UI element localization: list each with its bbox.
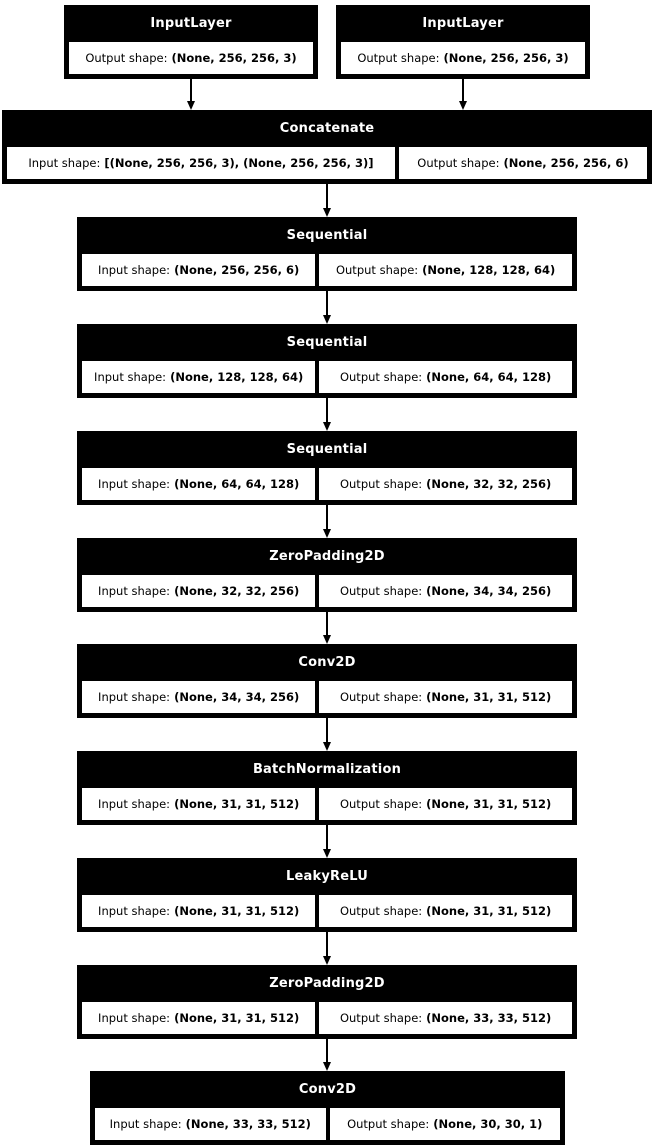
output-shape-cell — [319, 575, 572, 607]
input-shape-value: (None, 128, 128, 64) — [170, 370, 304, 384]
output-shape-value: (None, 31, 31, 512) — [426, 904, 552, 918]
output-shape-value: (None, 32, 32, 256) — [426, 477, 552, 491]
output-shape-label: Output shape: — [339, 797, 423, 811]
input-shape-cell — [82, 254, 315, 286]
layer-node-sequential-2 — [77, 324, 577, 398]
input-shape-value: [(None, 256, 256, 3), (None, 256, 256, 3)] — [104, 156, 374, 170]
output-shape-cell — [319, 1002, 572, 1034]
input-shape-value: (None, 256, 256, 6) — [174, 263, 300, 277]
layer-node-sequential-1 — [77, 217, 577, 291]
output-shape-label: Output shape: — [339, 370, 423, 384]
arrowhead-icon — [323, 529, 331, 538]
layer-node-conv2d-2 — [90, 1071, 565, 1145]
input-shape-label: Input shape: — [98, 477, 171, 491]
input-shape-label: Input shape: — [94, 370, 167, 384]
layer-node-concatenate — [2, 110, 652, 184]
input-shape-cell — [82, 895, 315, 927]
input-shape-cell — [82, 1002, 315, 1034]
input-shape-label: Input shape: — [98, 584, 171, 598]
input-shape-cell — [82, 788, 315, 820]
output-shape-value: (None, 34, 34, 256) — [426, 584, 552, 598]
input-shape-cell — [82, 575, 315, 607]
output-shape-cell — [319, 788, 572, 820]
output-shape-cell — [341, 42, 585, 74]
input-shape-label: Input shape: — [28, 156, 101, 170]
input-shape-cell — [82, 361, 315, 393]
arrowhead-icon — [323, 849, 331, 858]
input-shape-value: (None, 31, 31, 512) — [174, 797, 300, 811]
arrowhead-icon — [323, 422, 331, 431]
input-shape-value: (None, 32, 32, 256) — [174, 584, 300, 598]
arrowhead-icon — [323, 956, 331, 965]
output-shape-label: Output shape: — [339, 1011, 423, 1025]
output-shape-label: Output shape: — [347, 1117, 430, 1131]
input-shape-label: Input shape: — [98, 1011, 171, 1025]
output-shape-cell — [319, 681, 572, 713]
output-shape-cell — [319, 895, 572, 927]
output-shape-cell — [399, 147, 647, 179]
output-shape-cell — [319, 361, 572, 393]
layer-title: Sequential — [286, 335, 368, 350]
output-shape-cell — [69, 42, 313, 74]
layer-node-leakyrelu — [77, 858, 577, 932]
input-shape-cell — [95, 1108, 326, 1140]
output-shape-value: (None, 256, 256, 3) — [171, 51, 297, 65]
input-shape-value: (None, 64, 64, 128) — [174, 477, 300, 491]
input-shape-label: Input shape: — [98, 797, 171, 811]
layer-title: Concatenate — [279, 121, 375, 136]
layer-title: BatchNormalization — [252, 762, 402, 777]
output-shape-label: Output shape: — [339, 477, 423, 491]
output-shape-label: Output shape: — [417, 156, 500, 170]
layer-node-sequential-3 — [77, 431, 577, 505]
layer-node-zeropadding2d-1 — [77, 538, 577, 612]
output-shape-label: Output shape: — [339, 690, 423, 704]
input-shape-value: (None, 31, 31, 512) — [174, 904, 300, 918]
input-shape-label: Input shape: — [109, 1117, 182, 1131]
input-shape-label: Input shape: — [98, 904, 171, 918]
arrowhead-icon — [323, 635, 331, 644]
layer-title: Sequential — [286, 228, 368, 243]
output-shape-cell — [319, 468, 572, 500]
input-shape-value: (None, 31, 31, 512) — [174, 1011, 300, 1025]
layer-title: Conv2D — [298, 1082, 357, 1097]
output-shape-value: (None, 33, 33, 512) — [426, 1011, 552, 1025]
arrowhead-icon — [323, 1062, 331, 1071]
output-shape-value: (None, 31, 31, 512) — [426, 797, 552, 811]
layer-title: Conv2D — [298, 655, 356, 670]
input-shape-label: Input shape: — [98, 263, 171, 277]
arrowhead-icon — [323, 208, 331, 217]
input-shape-value: (None, 33, 33, 512) — [185, 1117, 311, 1131]
layer-title: LeakyReLU — [286, 869, 368, 884]
input-shape-cell — [82, 468, 315, 500]
layer-title: ZeroPadding2D — [269, 976, 385, 991]
layer-node-batchnormalization — [77, 751, 577, 825]
layer-node-inputlayer-2 — [336, 5, 590, 79]
output-shape-cell — [319, 254, 572, 286]
output-shape-value: (None, 128, 128, 64) — [422, 263, 556, 277]
layer-node-conv2d-1 — [77, 644, 577, 718]
output-shape-label: Output shape: — [339, 584, 423, 598]
output-shape-label: Output shape: — [85, 51, 168, 65]
layer-title: InputLayer — [422, 16, 504, 31]
output-shape-label: Output shape: — [339, 904, 423, 918]
input-shape-cell — [82, 681, 315, 713]
input-shape-cell — [7, 147, 395, 179]
layer-title: ZeroPadding2D — [269, 549, 385, 564]
layer-node-zeropadding2d-2 — [77, 965, 577, 1039]
output-shape-value: (None, 64, 64, 128) — [426, 370, 552, 384]
arrowhead-icon — [323, 315, 331, 324]
arrowhead-icon — [187, 101, 195, 110]
output-shape-label: Output shape: — [357, 51, 440, 65]
arrowhead-icon — [323, 742, 331, 751]
output-shape-value: (None, 256, 256, 3) — [443, 51, 569, 65]
output-shape-value: (None, 256, 256, 6) — [503, 156, 629, 170]
input-shape-value: (None, 34, 34, 256) — [174, 690, 300, 704]
output-shape-label: Output shape: — [335, 263, 419, 277]
layer-node-inputlayer-1 — [64, 5, 318, 79]
layer-title: Sequential — [286, 442, 368, 457]
layer-title: InputLayer — [150, 16, 232, 31]
arrowhead-icon — [459, 101, 467, 110]
output-shape-value: (None, 31, 31, 512) — [426, 690, 552, 704]
output-shape-cell — [330, 1108, 561, 1140]
input-shape-label: Input shape: — [98, 690, 171, 704]
output-shape-value: (None, 30, 30, 1) — [433, 1117, 543, 1131]
